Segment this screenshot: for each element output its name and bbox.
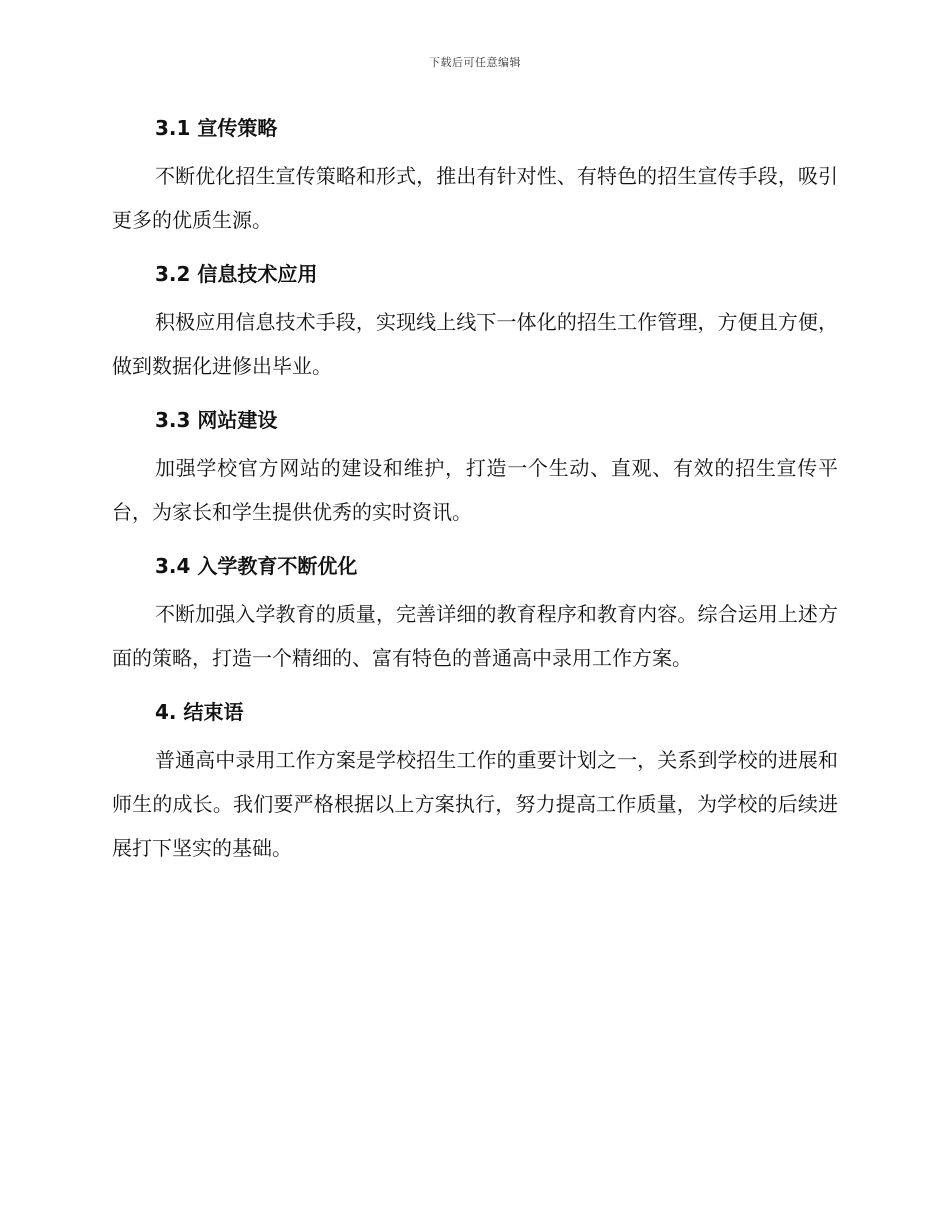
section-heading-3-1: 3.1 宣传策略 — [155, 116, 278, 140]
section-body-3-3: 加强学校官方网站的建设和维护，打造一个生动、直观、有效的招生宣传平台，为家长和学生提供优秀的实时资讯。 — [112, 456, 838, 524]
section-heading-3-3: 3.3 网站建设 — [155, 408, 278, 432]
section-body-3-1: 不断优化招生宣传策略和形式，推出有针对性、有特色的招生宣传手段，吸引更多的优质生源。 — [112, 164, 838, 232]
section-body-3-2: 积极应用信息技术手段，实现线上线下一体化的招生工作管理，方便且方便，做到数据化进修出毕业。 — [112, 310, 838, 378]
document-body — [112, 108, 838, 882]
section-heading-4: 4. 结束语 — [155, 700, 244, 724]
page-header-note: 下载后可任意编辑 — [429, 56, 521, 69]
section-body-3-4: 不断加强入学教育的质量，完善详细的教育程序和教育内容。综合运用上述方面的策略，打造一个精细的、富有特色的普通高中录用工作方案。 — [112, 602, 838, 670]
section-heading-3-4: 3.4 入学教育不断优化 — [155, 554, 358, 578]
section-body-4: 普通高中录用工作方案是学校招生工作的重要计划之一，关系到学校的进展和师生的成长。我们要严格根据以上方案执行，努力提高工作质量，为学校的后续进展打下坚实的基础。 — [112, 748, 838, 860]
section-heading-3-2: 3.2 信息技术应用 — [155, 262, 318, 286]
